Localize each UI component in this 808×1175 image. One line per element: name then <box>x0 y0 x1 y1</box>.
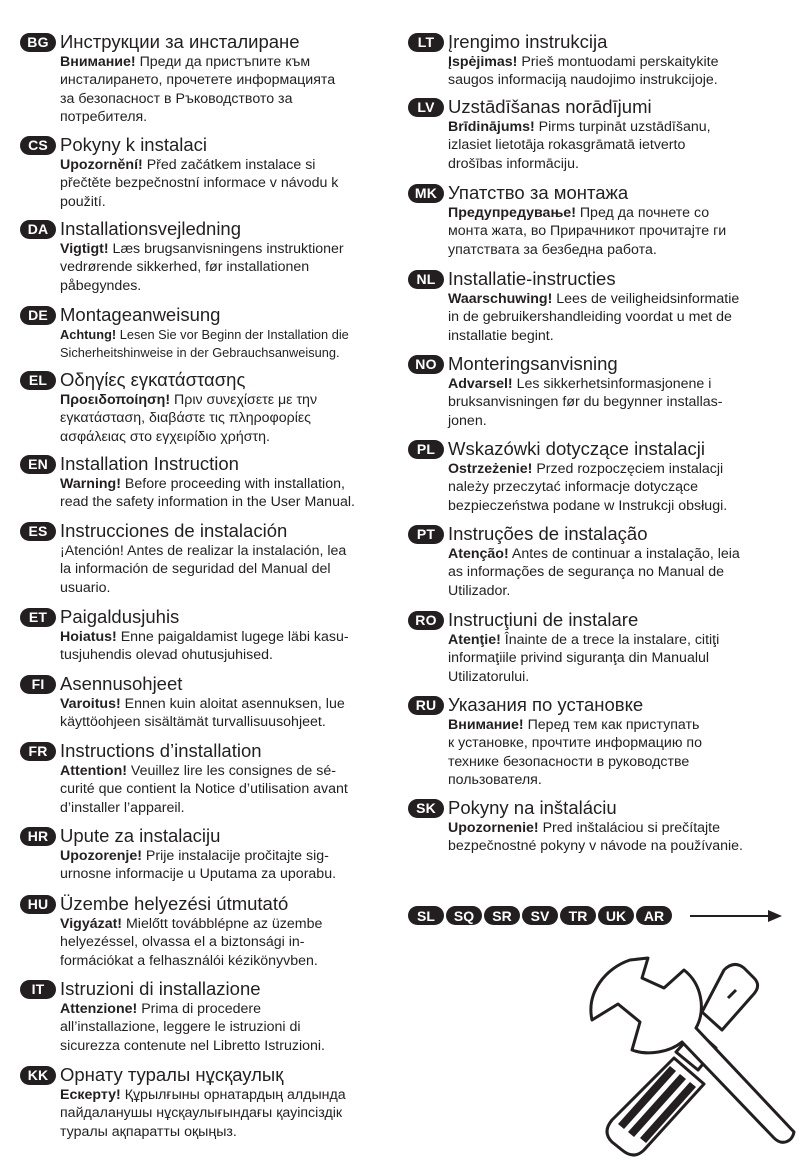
warning-label: Įspėjimas! <box>448 54 518 70</box>
instruction-text <box>60 542 392 597</box>
language-badge-sk: SK <box>408 799 444 818</box>
instruction-title: Instruções de instalação <box>448 523 648 544</box>
more-languages <box>408 906 674 925</box>
instruction-body: Prima di procedere all’installazione, leggere le istruzioni di sicurezza contenute nel Libretto Istruzioni. <box>60 1001 325 1054</box>
instruction-body: Lesen Sie vor Beginn der Installation die Sicherheitshinweise in der Gebrauchsanweisung. <box>60 327 349 361</box>
instruction-title: Istruzioni di installazione <box>60 978 261 999</box>
instruction-text <box>60 1000 392 1055</box>
instruction-body: Ennen kuin aloitat asennuksen, lue käyttöohjeen sisältämät turvallisuusohjeet. <box>60 696 345 731</box>
wrench-screwdriver-icon <box>578 948 800 1168</box>
instruction-en <box>20 453 392 512</box>
instruction-et <box>20 606 392 665</box>
instruction-title: Asennusohjeet <box>60 673 183 694</box>
language-badge-cs: CS <box>20 136 56 155</box>
instruction-title: Üzembe helyezési útmutató <box>60 893 289 914</box>
language-badge-kk: KK <box>20 1066 56 1085</box>
language-badge-hr: HR <box>20 827 56 846</box>
instruction-body: Prieš montuodami perskaitykite saugos informaciją naudojimo instrukcijoje. <box>448 54 719 89</box>
instruction-text <box>60 475 392 512</box>
instruction-pt <box>408 523 798 600</box>
instruction-title: Wskazówki dotyczące instalacji <box>448 438 706 459</box>
instruction-ro <box>408 609 798 686</box>
instruction-text <box>60 391 392 446</box>
instruction-text <box>448 545 798 600</box>
warning-label: Upozorenje! <box>60 848 142 864</box>
instruction-title: Įrengimo instrukcija <box>448 31 608 52</box>
instruction-text <box>60 847 392 884</box>
instruction-es <box>20 520 392 597</box>
instruction-title: Орнату туралы нұсқаулық <box>60 1064 284 1085</box>
language-badge-nl: NL <box>408 270 444 289</box>
instruction-body: Mielőtt továbblépne az üzembe helyezéssel, olvassa el a biztonsági in- formációkat a felhasználói kézikönyvben. <box>60 916 323 969</box>
warning-label: Hoiatus! <box>60 629 117 645</box>
instruction-title: Uzstādīšanas norādījumi <box>448 96 652 117</box>
instruction-fr <box>20 740 392 817</box>
instruction-text <box>448 375 798 430</box>
instruction-body: Veuillez lire les consignes de sé- curité que contient la Notice d’utilisation avant d’installer l’appareil. <box>60 763 348 816</box>
warning-label: Attenzione! <box>60 1001 138 1017</box>
instruction-text <box>60 915 392 970</box>
language-chip-ar: AR <box>636 906 672 925</box>
instruction-title: Pokyny k instalaci <box>60 134 208 155</box>
language-badge-de: DE <box>20 306 56 325</box>
instruction-body: Antes de continuar a instalação, leia as informações de segurança no Manual de Utilizador. <box>448 546 740 599</box>
instruction-title: Montageanweisung <box>60 304 221 325</box>
warning-label: Vigyázat! <box>60 916 123 932</box>
instruction-title: Οδηγίες εγκατάστασης <box>60 369 246 390</box>
instruction-text <box>448 631 798 686</box>
instruction-title: Paigaldusjuhis <box>60 606 180 627</box>
language-chip-sv: SV <box>522 906 558 925</box>
warning-label: Waarschuwing! <box>448 291 553 307</box>
language-badge-fi: FI <box>20 675 56 694</box>
language-badge-no: NO <box>408 355 444 374</box>
language-badge-lv: LV <box>408 98 444 117</box>
language-badge-el: EL <box>20 371 56 390</box>
language-badge-et: ET <box>20 608 56 627</box>
warning-label: Предупредување! <box>448 205 576 221</box>
instruction-body: Před začátkem instalace si přečtěte bezpečnostní informace v návodu k použití. <box>60 157 339 210</box>
instruction-title: Указания по установке <box>448 694 644 715</box>
instruction-lv <box>408 96 798 173</box>
warning-label: Ескерту! <box>60 1087 121 1103</box>
language-badge-es: ES <box>20 522 56 541</box>
warning-label: Vigtigt! <box>60 241 109 257</box>
language-badge-ro: RO <box>408 611 444 630</box>
instruction-body: Πριν συνεχίσετε με την εγκατάσταση, διαβάστε τις πληροφορίες ασφάλειας στο εγχειρίδιο χρήστη. <box>60 392 318 445</box>
instruction-body: Læs brugsanvisningens instruktioner vedrørende sikkerhed, før installationen påbegyndes. <box>60 241 344 294</box>
instruction-body: Pirms turpināt uzstādīšanu, izlasiet lietotāja rokasgrāmatā ietverto drošības informāciju. <box>448 119 711 172</box>
instruction-body: Перед тем как приступать к установке, прочтите информацию по технике безопасности в руководстве пользователя. <box>448 717 703 789</box>
instruction-body: Құрылғыны орнатардың алдында пайдаланушы нұсқаулығындағы қауіпсіздік туралы ақпаратты оқыңыз. <box>60 1087 346 1140</box>
warning-label: Brīdinājums! <box>448 119 535 135</box>
instruction-text <box>60 695 392 732</box>
language-badge-it: IT <box>20 980 56 999</box>
instruction-title: Instrucciones de instalación <box>60 520 288 541</box>
language-chip-sq: SQ <box>446 906 482 925</box>
language-badge-pt: PT <box>408 525 444 544</box>
instruction-text <box>448 460 798 515</box>
instruction-body: Преди да пристъпите към инсталирането, прочетете информацията за безопасност в Ръководството за потребителя. <box>60 54 336 126</box>
instruction-kk <box>20 1064 392 1141</box>
warning-label: Внимание! <box>60 54 136 70</box>
language-badge-da: DA <box>20 220 56 239</box>
instruction-text <box>60 326 392 363</box>
warning-label: Varoitus! <box>60 696 121 712</box>
instruction-body: Пред да почнете со монта жата, во Прирачникот прочитајте ги упатствата за безбедна работа. <box>448 205 727 258</box>
warning-label: Внимание! <box>448 717 524 733</box>
instruction-text <box>448 204 798 259</box>
instruction-title: Pokyny na inštaláciu <box>448 797 617 818</box>
instruction-body: Înainte de a trece la instalare, citiţi informaţiile privind siguranţa din Manualul Utilizatorului. <box>448 632 720 685</box>
instruction-body: ¡Atención! Antes de realizar la instalación, lea la información de seguridad del Manual del usuario. <box>60 543 347 596</box>
instruction-fi <box>20 673 392 732</box>
instruction-title: Upute za instalaciju <box>60 825 221 846</box>
instruction-text <box>448 53 798 90</box>
instruction-body: Before proceeding with installation, read the safety information in the User Manual. <box>60 476 355 511</box>
warning-label: Upozornenie! <box>448 820 539 836</box>
instruction-bg <box>20 31 392 127</box>
instruction-mk <box>408 182 798 259</box>
instruction-text <box>60 53 392 127</box>
instruction-text <box>448 290 798 345</box>
instruction-text <box>60 628 392 665</box>
instruction-text <box>60 240 392 295</box>
instruction-title: Installatie-instructies <box>448 268 616 289</box>
instruction-title: Instructions d’installation <box>60 740 262 761</box>
instruction-text <box>60 156 392 211</box>
instruction-no <box>408 353 798 430</box>
instruction-el <box>20 369 392 446</box>
language-chip-tr: TR <box>560 906 596 925</box>
instruction-title: Installation Instruction <box>60 453 239 474</box>
warning-label: Advarsel! <box>448 376 513 392</box>
warning-label: Upozornění! <box>60 157 143 173</box>
instruction-text <box>448 118 798 173</box>
language-chip-uk: UK <box>598 906 634 925</box>
instruction-nl <box>408 268 798 345</box>
instruction-body: Lees de veiligheidsinformatie in de gebruikershandleiding voordat u met de installatie begint. <box>448 291 740 344</box>
instruction-hr <box>20 825 392 884</box>
instruction-title: Инструкции за инсталиране <box>60 31 300 52</box>
warning-label: Atenţie! <box>448 632 501 648</box>
instruction-title: Упатство за монтажа <box>448 182 629 203</box>
instruction-title: Monteringsanvisning <box>448 353 618 374</box>
language-badge-fr: FR <box>20 742 56 761</box>
warning-label: Ostrzeżenie! <box>448 461 533 477</box>
instruction-sk <box>408 797 798 856</box>
instruction-it <box>20 978 392 1055</box>
instruction-de <box>20 304 392 363</box>
language-badge-mk: MK <box>408 184 444 203</box>
warning-label: Atenção! <box>448 546 509 562</box>
instruction-title: Installationsvejledning <box>60 218 242 239</box>
instruction-lt <box>408 31 798 90</box>
instruction-body: Les sikkerhetsinformasjonene i bruksanvisningen før du begynner installas- jonen. <box>448 376 723 429</box>
warning-label: Attention! <box>60 763 127 779</box>
warning-label: Achtung! <box>60 327 117 342</box>
instruction-body: Pred inštaláciou si prečítajte bezpečnostné pokyny v návode na používanie. <box>448 820 743 855</box>
instruction-text <box>60 1086 392 1141</box>
language-badge-en: EN <box>20 455 56 474</box>
warning-label: Warning! <box>60 476 121 492</box>
instruction-da <box>20 218 392 295</box>
language-badge-hu: HU <box>20 895 56 914</box>
arrow-right-icon <box>688 906 784 926</box>
instruction-body: Enne paigaldamist lugege läbi kasu- tusjuhendis olevad ohutusjuhised. <box>60 629 349 664</box>
instruction-hu <box>20 893 392 970</box>
instruction-text <box>60 762 392 817</box>
instruction-ru <box>408 694 798 790</box>
instruction-cs <box>20 134 392 211</box>
language-badge-pl: PL <box>408 440 444 459</box>
language-badge-lt: LT <box>408 33 444 52</box>
instruction-pl <box>408 438 798 515</box>
instruction-title: Instrucţiuni de instalare <box>448 609 639 630</box>
language-badge-bg: BG <box>20 33 56 52</box>
instruction-body: Prije instalacije pročitajte sig- urnosne informacije u Uputama za uporabu. <box>60 848 337 883</box>
instruction-text <box>448 819 798 856</box>
language-chip-sr: SR <box>484 906 520 925</box>
instruction-body: Przed rozpoczęciem instalacji należy przeczytać informacje dotyczące bezpieczeństwa podane w Instrukcji obsługi. <box>448 461 728 514</box>
instruction-text <box>448 716 798 790</box>
language-badge-ru: RU <box>408 696 444 715</box>
language-chip-sl: SL <box>408 906 444 925</box>
warning-label: Προειδοποίηση! <box>60 392 171 408</box>
